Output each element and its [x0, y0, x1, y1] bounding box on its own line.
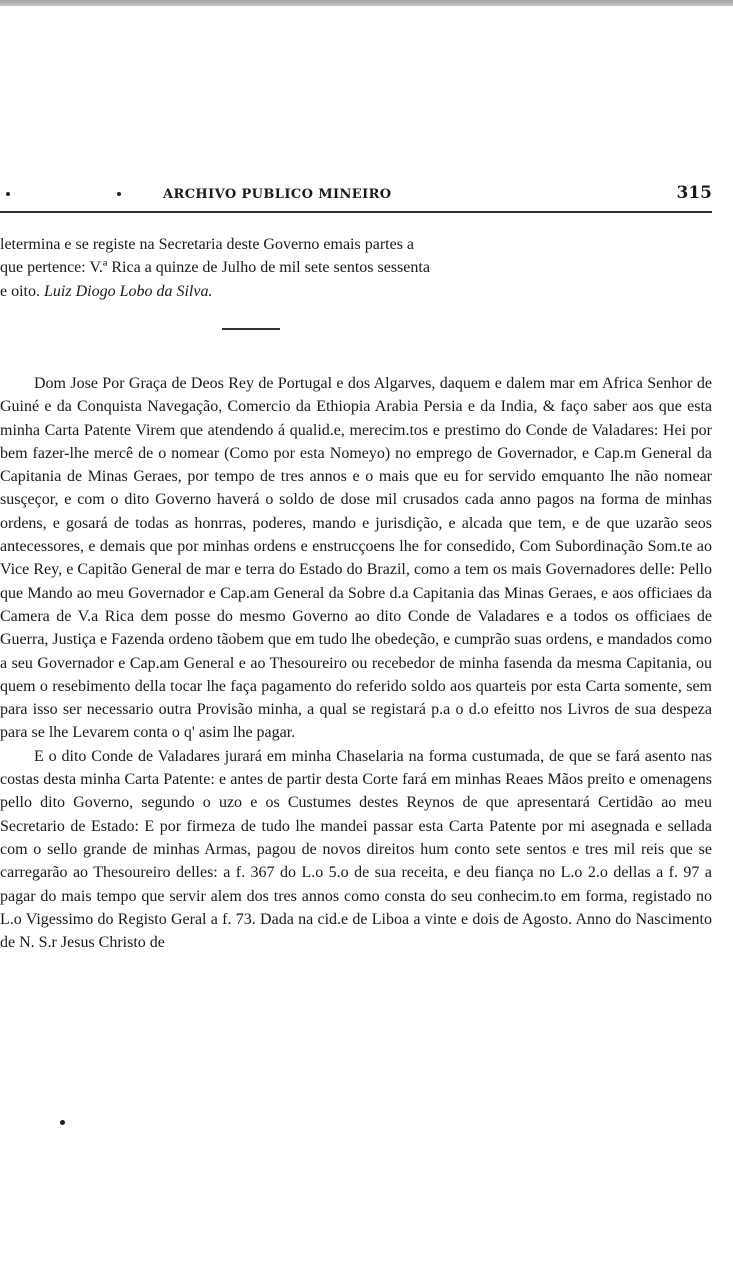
section-separator	[222, 328, 280, 330]
closing-line: letermina e se registe na Secretaria deste Governo emais partes a	[0, 236, 415, 253]
carta-paragraph-1: Dom Jose Por Graça de Deos Rey de Portugal e dos Algarves, daquem e dalem mar em Africa Senhor de Guiné e da Conquista Navegação, Comercio da Ethiopia Arabia Persia e da India, & faço saber aos que esta minha Carta Patente Virem que atendendo á qualid.e, merecim.tos e prestimo do Conde de Valadares: Hei por bem fazer-lhe mercê de o nomear (Como por esta Nomeyo) no emprego de Governador, e Cap.m General da Capitania de Minas Geraes, por tempo de tres annos e o mais que eu for servido emquanto lhe não nomear susçeçor, e com o dito Governo haverá o soldo de dose mil crusados cada anno pagos na forma de minhas ordens, e gosará de todas as honrras, poderes, mando e jurisdição, e alcada que tem, e de que uzarão seos antecessores, e demais que por minhas ordens e enstrucçoens lhe for consedido, Com Subordinação Som.te ao Vice Rey, e Capitão General de mar e terra do Estado do Brazil, como a tem os mais Governadores delle: Pello que Mando ao meu Governador e Cap.am General da Sobre d.a Capitania das Minas Geraes, e aos officiaes da Camera de V.a Rica dem posse do mesmo Governo ao dito Conde de Valadares e a todos os officiaes de Guerra, Justiça e Fazenda ordeno tãobem que em tudo lhe obedeção, e cumprão suas ordens, e mandados como a seu Governador e Cap.am General e ao Thesoureiro ou recebedor de minha fasenda da mesma Capitania, ou quem o resebimento della tocar lhe faça pagamento do referido soldo aos quarteis por esta Carta somente, sem para isso ser necessario outra Provisão minha, a qual se registará p.a o d.o efeitto nos Livros de sua despeza para se lhe Levarem conta o q' asim lhe pagar.	[0, 375, 712, 742]
page-number: 315	[676, 183, 712, 203]
signature: Luiz Diogo Lobo da Silva.	[44, 282, 213, 300]
ornament-dot	[117, 192, 121, 196]
header-rule	[0, 211, 712, 213]
carta-patente-text	[0, 372, 712, 954]
running-head	[0, 183, 712, 209]
ornament-dot	[6, 192, 10, 196]
journal-title: ARCHIVO PUBLICO MINEIRO	[163, 187, 392, 202]
ornament-dot	[60, 1120, 65, 1125]
top-scan-edge	[0, 0, 733, 6]
closing-line: e oito.	[0, 282, 40, 300]
closing-paragraph	[0, 233, 712, 303]
carta-paragraph-2: E o dito Conde de Valadares jurará em minha Chaselaria na forma custumada, de que se fará asento nas costas desta minha Carta Patente: e antes de partir desta Corte fará em minhas Reaes Mãos preito e omenagens pello dito Governo, segundo o uzo e os Custumes destes Reynos de que apresentará Certidão ao meu Secretario de Estado: E por firmeza de tudo lhe mandei passar esta Carta Patente por mi asegnada e sellada com o sello grande de minhas Armas, pagou de novos direitos hum conto sete sentos e tres mil reis que se carregarão ao Thesoureiro delles: a f. 367 do L.o 5.o de sua receita, e deu fiança no L.o 2.o dellas a f. 97 a pagar do mais tempo que servir alem dos tres annos como consta do seu conhecim.to em forma, registado no L.o Vigessimo do Registo Geral a f. 73. Dada na cid.e de Liboa a vinte e dois de Agosto. Anno do Nascimento de N. S.r Jesus Christo de	[0, 747, 712, 952]
closing-line: que pertence: V.ª Rica a quinze de Julho de mil sete sentos sessenta	[0, 259, 430, 277]
